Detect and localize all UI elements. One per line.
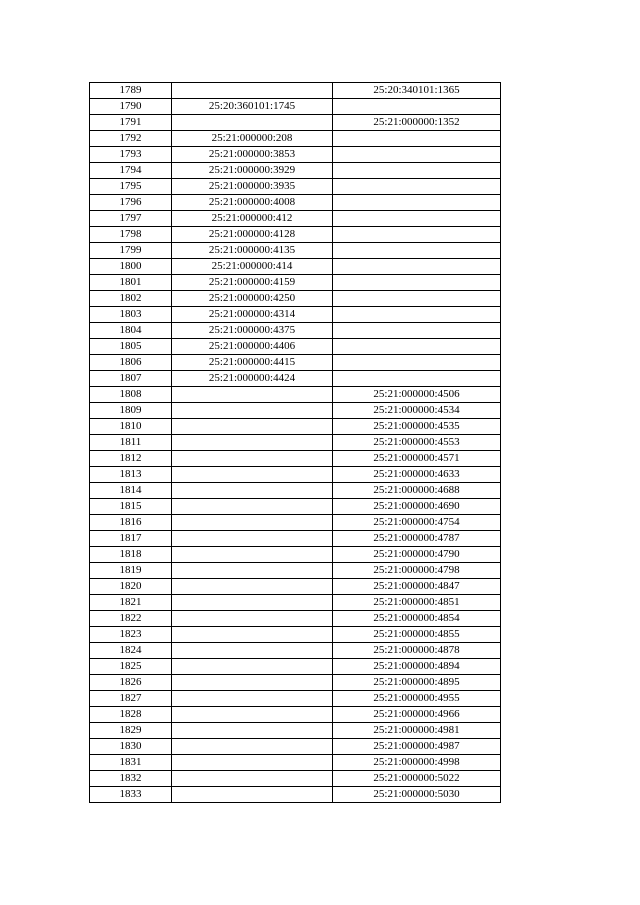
cadastral-number-cell-b <box>333 243 501 259</box>
table-body <box>90 83 501 803</box>
row-number-cell: 1827 <box>90 691 172 707</box>
cadastral-number-cell-a: 25:21:000000:4314 <box>172 307 333 323</box>
row-number-cell: 1795 <box>90 179 172 195</box>
row-number-cell: 1804 <box>90 323 172 339</box>
table-row <box>90 115 501 131</box>
cadastral-number-cell-a <box>172 515 333 531</box>
cadastral-number-cell-b: 25:21:000000:4847 <box>333 579 501 595</box>
cadastral-number-cell-a <box>172 451 333 467</box>
cadastral-number-cell-b: 25:21:000000:4688 <box>333 483 501 499</box>
row-number-cell: 1794 <box>90 163 172 179</box>
table-row <box>90 355 501 371</box>
cadastral-number-cell-b: 25:21:000000:5030 <box>333 787 501 803</box>
row-number-cell: 1818 <box>90 547 172 563</box>
cadastral-number-cell-b: 25:20:340101:1365 <box>333 83 501 99</box>
row-number-cell: 1831 <box>90 755 172 771</box>
cadastral-number-cell-a: 25:21:000000:4128 <box>172 227 333 243</box>
row-number-cell: 1828 <box>90 707 172 723</box>
cadastral-number-cell-b <box>333 195 501 211</box>
table-row <box>90 195 501 211</box>
row-number-cell: 1823 <box>90 627 172 643</box>
cadastral-number-cell-b <box>333 131 501 147</box>
cadastral-number-cell-b: 25:21:000000:4798 <box>333 563 501 579</box>
cadastral-number-cell-b <box>333 291 501 307</box>
cadastral-number-cell-a <box>172 547 333 563</box>
row-number-cell: 1802 <box>90 291 172 307</box>
row-number-cell: 1816 <box>90 515 172 531</box>
cadastral-number-cell-b: 25:21:000000:4553 <box>333 435 501 451</box>
cadastral-number-cell-b: 25:21:000000:4987 <box>333 739 501 755</box>
cadastral-number-cell-a: 25:20:360101:1745 <box>172 99 333 115</box>
table-row <box>90 483 501 499</box>
row-number-cell: 1817 <box>90 531 172 547</box>
cadastral-number-cell-b <box>333 323 501 339</box>
cadastral-number-cell-a: 25:21:000000:4406 <box>172 339 333 355</box>
table-row <box>90 563 501 579</box>
cadastral-number-cell-b: 25:21:000000:1352 <box>333 115 501 131</box>
table-row <box>90 419 501 435</box>
cadastral-number-cell-b <box>333 307 501 323</box>
table-row <box>90 611 501 627</box>
cadastral-number-cell-a <box>172 627 333 643</box>
cadastral-number-cell-b <box>333 211 501 227</box>
table-row <box>90 691 501 707</box>
cadastral-number-cell-b <box>333 371 501 387</box>
row-number-cell: 1790 <box>90 99 172 115</box>
row-number-cell: 1826 <box>90 675 172 691</box>
cadastral-number-cell-a: 25:21:000000:208 <box>172 131 333 147</box>
cadastral-number-cell-a: 25:21:000000:4159 <box>172 275 333 291</box>
row-number-cell: 1803 <box>90 307 172 323</box>
cadastral-number-cell-b: 25:21:000000:4955 <box>333 691 501 707</box>
cadastral-number-cell-a: 25:21:000000:3853 <box>172 147 333 163</box>
row-number-cell: 1800 <box>90 259 172 275</box>
row-number-cell: 1808 <box>90 387 172 403</box>
cadastral-number-cell-b: 25:21:000000:4855 <box>333 627 501 643</box>
row-number-cell: 1789 <box>90 83 172 99</box>
cadastral-number-cell-b: 25:21:000000:4851 <box>333 595 501 611</box>
table-row <box>90 323 501 339</box>
cadastral-number-cell-b: 25:21:000000:5022 <box>333 771 501 787</box>
row-number-cell: 1813 <box>90 467 172 483</box>
table-row <box>90 531 501 547</box>
cadastral-number-cell-b: 25:21:000000:4754 <box>333 515 501 531</box>
table-row <box>90 723 501 739</box>
cadastral-number-cell-b: 25:21:000000:4790 <box>333 547 501 563</box>
row-number-cell: 1807 <box>90 371 172 387</box>
cadastral-number-cell-b <box>333 275 501 291</box>
cadastral-number-cell-a <box>172 771 333 787</box>
row-number-cell: 1806 <box>90 355 172 371</box>
cadastral-number-cell-a <box>172 403 333 419</box>
cadastral-number-cell-b: 25:21:000000:4854 <box>333 611 501 627</box>
table-row <box>90 403 501 419</box>
cadastral-number-cell-a <box>172 467 333 483</box>
cadastral-number-cell-b: 25:21:000000:4966 <box>333 707 501 723</box>
cadastral-number-cell-a: 25:21:000000:412 <box>172 211 333 227</box>
cadastral-number-cell-a: 25:21:000000:3935 <box>172 179 333 195</box>
cadastral-number-cell-b: 25:21:000000:4787 <box>333 531 501 547</box>
row-number-cell: 1798 <box>90 227 172 243</box>
cadastral-number-cell-a <box>172 563 333 579</box>
cadastral-number-cell-a <box>172 483 333 499</box>
table-row <box>90 435 501 451</box>
table-row <box>90 243 501 259</box>
cadastral-number-cell-b <box>333 355 501 371</box>
cadastral-number-cell-a <box>172 675 333 691</box>
table-row <box>90 451 501 467</box>
cadastral-number-cell-a <box>172 435 333 451</box>
table-row <box>90 739 501 755</box>
row-number-cell: 1791 <box>90 115 172 131</box>
row-number-cell: 1797 <box>90 211 172 227</box>
data-table <box>89 82 501 803</box>
cadastral-number-cell-b: 25:21:000000:4690 <box>333 499 501 515</box>
table-row <box>90 627 501 643</box>
table-row <box>90 211 501 227</box>
row-number-cell: 1810 <box>90 419 172 435</box>
row-number-cell: 1796 <box>90 195 172 211</box>
cadastral-number-cell-b <box>333 163 501 179</box>
table-row <box>90 83 501 99</box>
row-number-cell: 1822 <box>90 611 172 627</box>
cadastral-number-cell-b: 25:21:000000:4895 <box>333 675 501 691</box>
cadastral-number-cell-a: 25:21:000000:4250 <box>172 291 333 307</box>
cadastral-number-cell-a: 25:21:000000:414 <box>172 259 333 275</box>
table-row <box>90 227 501 243</box>
cadastral-number-cell-b: 25:21:000000:4506 <box>333 387 501 403</box>
cadastral-number-cell-a <box>172 611 333 627</box>
row-number-cell: 1829 <box>90 723 172 739</box>
table-row <box>90 163 501 179</box>
table-row <box>90 179 501 195</box>
table-row <box>90 259 501 275</box>
row-number-cell: 1812 <box>90 451 172 467</box>
table-row <box>90 515 501 531</box>
cadastral-number-cell-a <box>172 419 333 435</box>
cadastral-number-cell-b: 25:21:000000:4878 <box>333 643 501 659</box>
table-row <box>90 291 501 307</box>
cadastral-number-cell-a <box>172 707 333 723</box>
cadastral-number-cell-b <box>333 339 501 355</box>
cadastral-number-cell-a <box>172 115 333 131</box>
row-number-cell: 1801 <box>90 275 172 291</box>
row-number-cell: 1833 <box>90 787 172 803</box>
table-row <box>90 659 501 675</box>
table-row <box>90 579 501 595</box>
cadastral-number-cell-b: 25:21:000000:4534 <box>333 403 501 419</box>
cadastral-number-cell-a <box>172 643 333 659</box>
row-number-cell: 1814 <box>90 483 172 499</box>
cadastral-number-cell-b <box>333 227 501 243</box>
cadastral-number-cell-b <box>333 99 501 115</box>
cadastral-number-cell-a <box>172 579 333 595</box>
table-row <box>90 307 501 323</box>
row-number-cell: 1821 <box>90 595 172 611</box>
cadastral-number-cell-a: 25:21:000000:3929 <box>172 163 333 179</box>
table-row <box>90 595 501 611</box>
row-number-cell: 1809 <box>90 403 172 419</box>
row-number-cell: 1799 <box>90 243 172 259</box>
table-row <box>90 707 501 723</box>
row-number-cell: 1819 <box>90 563 172 579</box>
cadastral-number-cell-b: 25:21:000000:4981 <box>333 723 501 739</box>
row-number-cell: 1811 <box>90 435 172 451</box>
cadastral-number-cell-b: 25:21:000000:4894 <box>333 659 501 675</box>
cadastral-number-cell-b: 25:21:000000:4571 <box>333 451 501 467</box>
cadastral-number-cell-b: 25:21:000000:4633 <box>333 467 501 483</box>
cadastral-number-cell-b: 25:21:000000:4535 <box>333 419 501 435</box>
table-row <box>90 275 501 291</box>
cadastral-number-cell-b: 25:21:000000:4998 <box>333 755 501 771</box>
table-row <box>90 131 501 147</box>
table-row <box>90 387 501 403</box>
row-number-cell: 1792 <box>90 131 172 147</box>
cadastral-number-cell-a <box>172 387 333 403</box>
cadastral-number-cell-a <box>172 499 333 515</box>
cadastral-number-cell-a: 25:21:000000:4424 <box>172 371 333 387</box>
cadastral-number-cell-a <box>172 723 333 739</box>
row-number-cell: 1805 <box>90 339 172 355</box>
table-row <box>90 755 501 771</box>
row-number-cell: 1820 <box>90 579 172 595</box>
table-row <box>90 547 501 563</box>
cadastral-number-cell-a: 25:21:000000:4135 <box>172 243 333 259</box>
cadastral-number-cell-a <box>172 531 333 547</box>
cadastral-number-cell-a <box>172 691 333 707</box>
cadastral-number-cell-a: 25:21:000000:4415 <box>172 355 333 371</box>
table-row <box>90 99 501 115</box>
table-row <box>90 499 501 515</box>
cadastral-number-cell-a <box>172 83 333 99</box>
cadastral-number-cell-a <box>172 659 333 675</box>
table-row <box>90 675 501 691</box>
cadastral-number-cell-b <box>333 179 501 195</box>
cadastral-number-cell-a: 25:21:000000:4008 <box>172 195 333 211</box>
table-row <box>90 147 501 163</box>
cadastral-number-cell-a <box>172 739 333 755</box>
table-row <box>90 643 501 659</box>
cadastral-number-cell-b <box>333 147 501 163</box>
cadastral-number-cell-b <box>333 259 501 275</box>
table-row <box>90 339 501 355</box>
row-number-cell: 1825 <box>90 659 172 675</box>
row-number-cell: 1815 <box>90 499 172 515</box>
table-row <box>90 371 501 387</box>
row-number-cell: 1793 <box>90 147 172 163</box>
table-row <box>90 467 501 483</box>
cadastral-number-cell-a <box>172 787 333 803</box>
table-row <box>90 787 501 803</box>
cadastral-number-cell-a <box>172 755 333 771</box>
row-number-cell: 1824 <box>90 643 172 659</box>
row-number-cell: 1832 <box>90 771 172 787</box>
cadastral-number-cell-a: 25:21:000000:4375 <box>172 323 333 339</box>
table-row <box>90 771 501 787</box>
cadastral-number-cell-a <box>172 595 333 611</box>
row-number-cell: 1830 <box>90 739 172 755</box>
